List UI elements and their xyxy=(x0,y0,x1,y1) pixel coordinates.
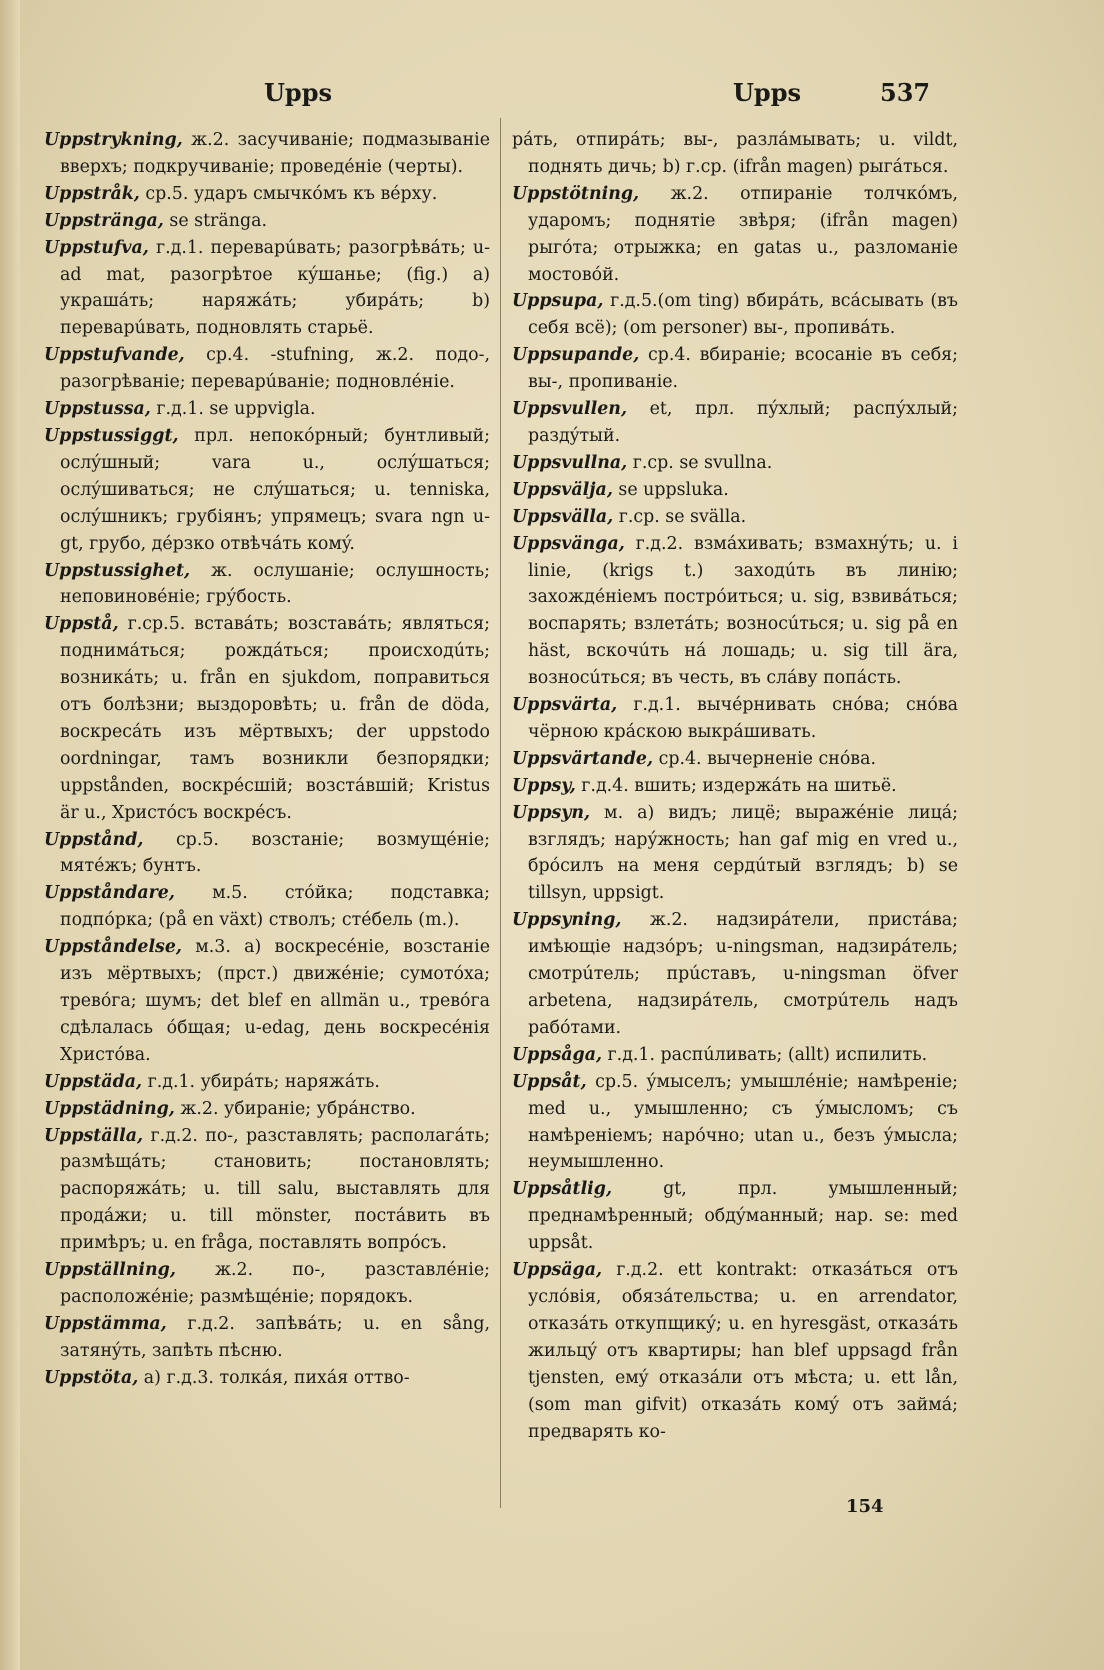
entry-headword: Uppsvälja, xyxy=(512,479,613,500)
book-spine-shadow xyxy=(0,0,20,1670)
dictionary-entry xyxy=(44,1257,490,1311)
entry-definition: gt, прл. умышленный; преднамѣренный; обдýманный; нар. se: med uppsåt. xyxy=(528,1179,958,1254)
entry-headword: Uppstussighet, xyxy=(44,560,191,581)
dictionary-entry xyxy=(44,1123,490,1258)
dictionary-entry xyxy=(44,208,490,235)
entry-definition: м.5. стóйка; подставка; подпóрка; (på en växt) стволъ; стéбель (m.). xyxy=(60,883,490,931)
page-number: 537 xyxy=(880,78,931,107)
dictionary-entry xyxy=(44,934,490,1069)
entry-definition: г.д.1. распúливать; (allt) испилить. xyxy=(602,1044,928,1065)
entry-definition: ж.2. по-, разставлéніе; расположéніе; размѣщéніе; порядокъ. xyxy=(60,1260,490,1307)
dictionary-entry xyxy=(44,611,490,826)
right-column xyxy=(512,127,958,1520)
entry-headword: Uppståndare, xyxy=(44,883,175,904)
entry-headword: Uppsupande, xyxy=(512,345,640,366)
dictionary-entry xyxy=(44,1365,490,1392)
entry-definition: м.3. a) воскресéніе, возстаніе изъ мёртвыхъ; (прст.) движéніе; сумотóха; тревóга; шумъ; det blef en allmän u., тревóга сдѣлалась óбщая; u-edag, день воскресéнія Христóва. xyxy=(60,937,490,1065)
entry-headword: Uppstötning, xyxy=(512,183,640,204)
dictionary-entry xyxy=(44,423,490,558)
entry-definition: г.д.2. ett kontrakt: отказáться отъ услóвія, обязáтельства; u. en arrendator, отказáть откупщикý; u. en hyresgäst, отказáть жильцý отъ квартиры; han blef uppsagd från tjensten, емý отказáли отъ мѣста; u. ett lån, (som man gifvit) отказáть комý отъ займá; предварять ко- xyxy=(528,1260,958,1442)
entry-definition: г.д.5.(om ting) вбирáть, всáсывать (въ себя всё); (om personer) вы-, пропивáть. xyxy=(528,291,958,339)
entry-headword: Uppstå, xyxy=(44,614,119,635)
entry-headword: Uppsvärta, xyxy=(512,695,618,716)
dictionary-entry xyxy=(512,692,958,746)
entry-definition: ж.2. засучиваніе; подмазываніе вверхъ; подкручиваніе; проведéніе (черты). xyxy=(60,130,490,177)
dictionary-entry xyxy=(512,477,958,504)
entry-headword: Uppstäda, xyxy=(44,1071,143,1092)
entry-headword: Uppstufvande, xyxy=(44,345,185,366)
dictionary-entry xyxy=(512,1069,958,1177)
entry-headword: Uppsy, xyxy=(512,775,576,796)
dictionary-entry xyxy=(512,773,958,800)
dictionary-entry xyxy=(512,181,958,289)
entry-definition: ж. ослушаніе; ослушность; неповиновéніе; грýбость. xyxy=(60,560,490,608)
dictionary-entry xyxy=(44,1096,490,1123)
entry-definition: г.д.4. вшить; издержáть на шитьё. xyxy=(575,775,897,796)
entry-definition: г.д.1. se uppvigla. xyxy=(150,399,316,420)
entry-headword: Uppsvärtande, xyxy=(512,748,654,769)
dictionary-entry xyxy=(512,1257,958,1445)
dictionary-entry xyxy=(44,880,490,934)
entry-definition: прл. непокóрный; бунтливый; ослýшный; vara u., ослýшаться; ослýшиваться; не слýшаться; u. tenniska, ослýшникъ; грубіянъ; упрямецъ; svara ngn u-gt, грубо, дéрзко отвѣчáть комý. xyxy=(60,425,490,554)
running-head-right: Upps xyxy=(733,78,802,107)
entry-definition: ср.4. вбираніе; всосаніе въ себя; вы-, пропиваніе. xyxy=(528,345,958,393)
dictionary-entry xyxy=(44,1311,490,1365)
entry-headword: Uppsupa, xyxy=(512,291,604,312)
page-header xyxy=(0,78,1104,112)
dictionary-entry xyxy=(44,127,490,181)
entry-definition: et, прл. пýхлый; распýхлый; раздýтый. xyxy=(528,399,958,446)
entry-definition: ж.2. убираніе; убрáнство. xyxy=(174,1098,416,1119)
entry-definition: se stränga. xyxy=(163,210,267,231)
dictionary-entry xyxy=(44,827,490,881)
entry-definition: г.ср. se svälla. xyxy=(613,506,747,527)
entry-headword: Uppstrykning, xyxy=(44,130,183,150)
column-divider xyxy=(500,118,501,1508)
entry-definition: г.д.1. убирáть; наряжáть. xyxy=(142,1071,380,1092)
left-column xyxy=(44,127,490,1520)
dictionary-entry xyxy=(512,288,958,342)
entry-headword: Uppståndelse, xyxy=(44,937,182,958)
entry-headword: Uppstråk, xyxy=(44,183,140,204)
entry-headword: Uppstämma, xyxy=(44,1313,167,1334)
entry-definition: ж.2. надзирáтели, пристáва; имѣющіе надзóръ; u-ningsman, надзирáтель; смотрúтель; прúставъ, u-ningsman öfver arbetena, надзирáтель, смотрúтель надъ рабóтами. xyxy=(528,910,958,1038)
entry-headword: Uppsvälla, xyxy=(512,506,614,527)
dictionary-entry xyxy=(44,396,490,423)
entry-headword: Uppstussa, xyxy=(44,399,151,420)
entry-headword: Uppställa, xyxy=(44,1125,144,1146)
entry-definition: ж.2. отпираніе толчкóмъ, ударомъ; поднятіе звѣря; (ifrån magen) рыгóта; отрыжка; en gatas u., разломаніе мостовóй. xyxy=(528,183,958,285)
dictionary-entry xyxy=(512,396,958,450)
running-head-left: Upps xyxy=(264,78,333,107)
entry-definition: г.д.2. взмáхивать; взмахнýть; u. i linie, (krigs t.) заходúть въ линію; захождéніемъ пострóиться; u. sig, взвивáться; воспарять; взлетáть; возносúться; u. sig på en häst, вскочúть нá лошадь; u. sig till ära, возносúться; въ честь, въ слáву попáсть. xyxy=(528,533,958,689)
entry-headword: Uppsvullen, xyxy=(512,399,628,420)
entry-definition: г.д.2. запѣвáть; u. en sång, затянýть, запѣть пѣсню. xyxy=(60,1313,490,1361)
entry-headword: Uppstufva, xyxy=(44,237,149,258)
entry-headword: Uppsträngа, xyxy=(44,210,164,231)
entry-headword: Uppsåga, xyxy=(512,1044,603,1065)
entry-definition: рáть, отпирáть; вы-, разлáмывать; u. vildt, поднять дичь; b) г.ср. (ifrån magen) рыгáться. xyxy=(512,130,958,177)
dictionary-entry xyxy=(44,342,490,396)
entry-definition: se uppsluka. xyxy=(612,479,729,500)
dictionary-entry xyxy=(44,181,490,208)
entry-headword: Uppsvänga, xyxy=(512,533,625,554)
entry-definition: ср.5. ударъ смычкóмъ къ вéрху. xyxy=(139,183,438,204)
entry-definition: ср.5. ýмыселъ; умышлéніе; намѣреніе; med u., умышленно; съ ýмысломъ; съ намѣреніемъ; нарóчно; utan u., безъ ýмысла; неумышленно. xyxy=(528,1071,958,1173)
dictionary-entry xyxy=(512,450,958,477)
dictionary-entry xyxy=(44,1069,490,1096)
dictionary-entry xyxy=(512,531,958,692)
entry-definition: г.ср. se svullna. xyxy=(627,452,773,473)
entry-definition: г.д.1. вычéрнивать снóва; снóва чёрною крáскою выкрáшивать. xyxy=(528,695,958,742)
entry-headword: Uppsyning, xyxy=(512,910,622,931)
entry-definition: г.д.2. по-, разставлять; располагáть; размѣщáть; становить; постановлять; распоряжáть; u. till salu, выставлять для продáжи; u. till mönster, постáвить въ примѣръ; u. en fråga, поставлять вопрóсъ. xyxy=(60,1125,490,1254)
dictionary-entry xyxy=(512,1042,958,1069)
entry-headword: Uppsåt, xyxy=(512,1071,587,1092)
signature-mark: 154 xyxy=(846,1496,884,1517)
entry-headword: Uppstädning, xyxy=(44,1098,175,1119)
dictionary-entry xyxy=(512,504,958,531)
entry-definition: ср.5. возстаніе; возмущéніе; мятéжъ; бунтъ. xyxy=(60,829,490,877)
entry-definition: a) г.д.3. толкáя, пихáя оттво- xyxy=(138,1367,410,1388)
entry-headword: Uppsvullna, xyxy=(512,452,628,473)
entry-headword: Uppsyn, xyxy=(512,802,591,823)
entry-definition: ср.4. вычерненіе снóва. xyxy=(653,748,876,769)
entry-definition: м. a) видъ; лицё; выражéніе лицá; взглядъ; нарýжность; han gaf mig en vred u., брóсилъ на меня сердúтый взглядъ; b) se tillsyn, uppsigt. xyxy=(528,802,958,904)
dictionary-entry xyxy=(512,746,958,773)
entry-headword: Uppstussiggt, xyxy=(44,425,179,446)
dictionary-entry xyxy=(44,558,490,612)
entry-definition: г.д.1. переварúвать; разогрѣвáть; u-ad mat, разогрѣтое кýшанье; (fig.) a) украшáть; наряжáть; убирáть; b) переварúвать, подновлять старьё. xyxy=(60,237,490,339)
dictionary-entry xyxy=(512,800,958,908)
dictionary-entry xyxy=(512,127,958,181)
entry-headword: Uppsäga, xyxy=(512,1260,603,1281)
dictionary-entry xyxy=(44,235,490,343)
entry-headword: Uppställning, xyxy=(44,1260,176,1281)
dictionary-entry xyxy=(512,1176,958,1257)
entry-definition: г.ср.5. вставáть; возставáть; являться; поднимáться; рождáться; происходúть; возникáть; u. från en sjukdom, поправиться отъ болѣзни; выздоровѣть; u. från de döda, воскресáть изъ мёртвыхъ; der uppstodo oordningar, тамъ возникли безпорядки; uppstånden, воскрéсшій; возстáвшій; Kristus är u., Христóсъ воскрéсъ. xyxy=(60,614,490,823)
entry-headword: Uppstöta, xyxy=(44,1367,139,1388)
dictionary-entry xyxy=(512,342,958,396)
entry-headword: Uppstånd, xyxy=(44,829,144,850)
dictionary-entry xyxy=(512,907,958,1042)
entry-headword: Uppsåtlig, xyxy=(512,1179,613,1200)
entry-definition: ср.4. -stufning, ж.2. подо-, разогрѣваніе; переварúваніе; подновлéніе. xyxy=(60,345,490,393)
